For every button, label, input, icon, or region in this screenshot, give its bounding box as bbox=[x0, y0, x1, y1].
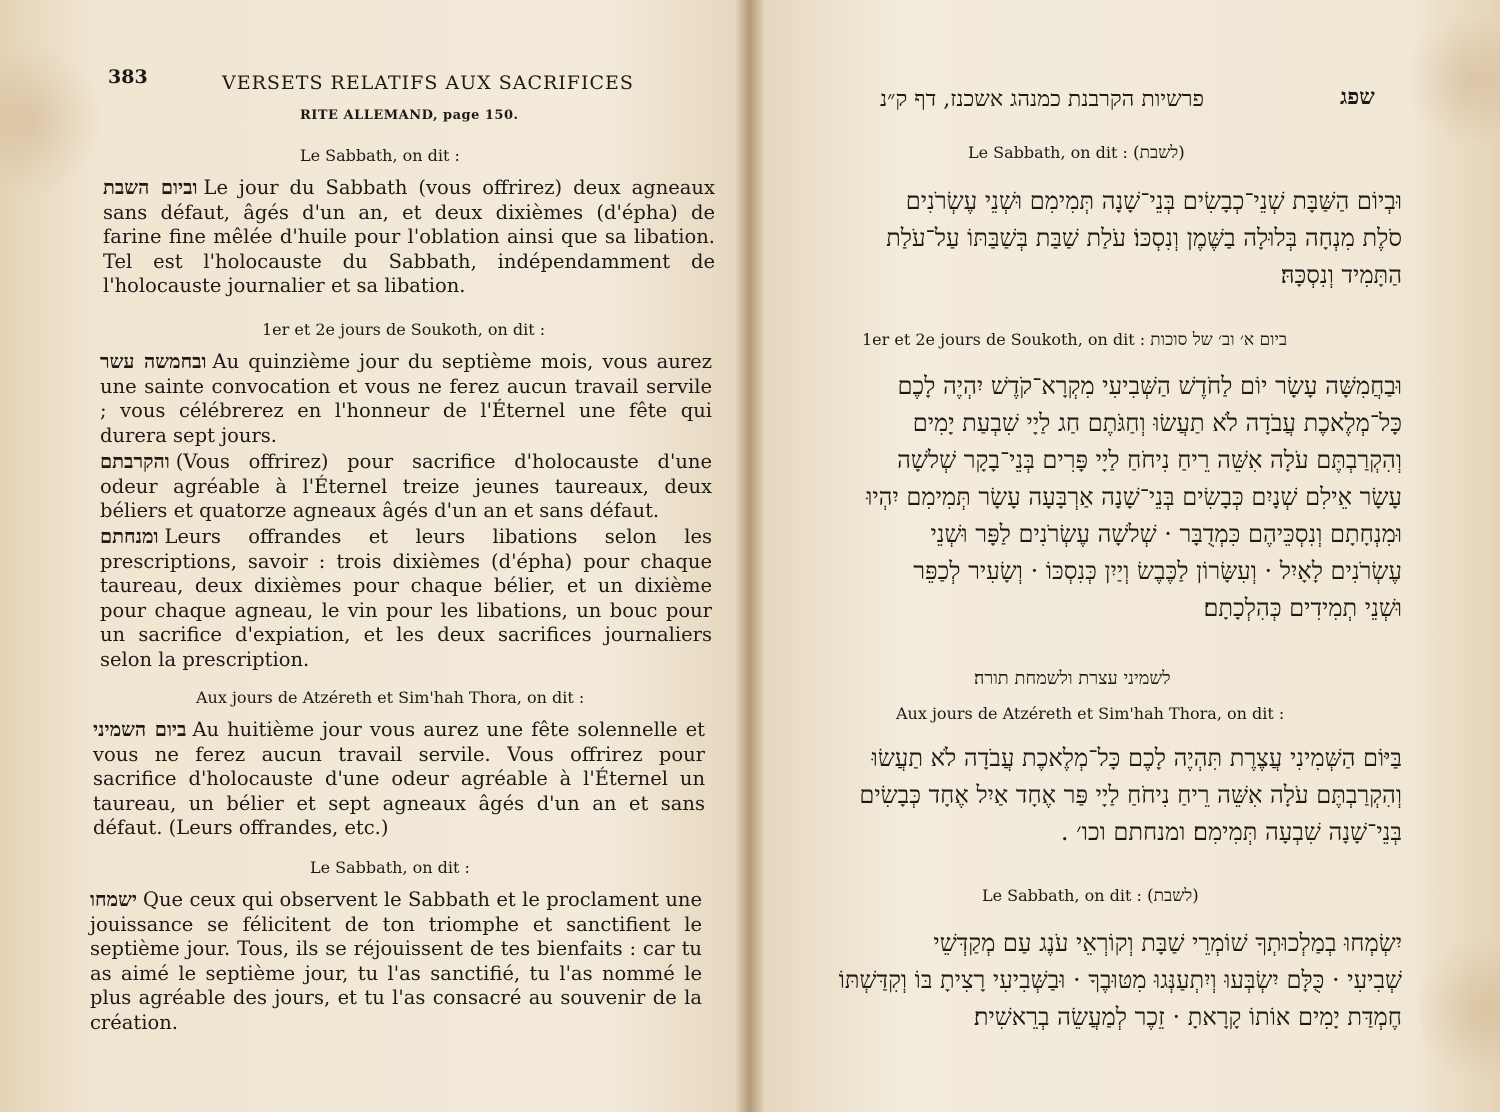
section-heading-hebrew: לשמיני עצרת ולשמחת תורה׃ bbox=[974, 668, 1171, 689]
section-heading bbox=[968, 143, 1185, 163]
section-heading: Le Sabbath, on dit : bbox=[310, 858, 470, 877]
paragraph-text: (Vous offrirez) pour sacrifice d'holocauste d'une odeur agréable à l'Éternel treize jeunes taureaux, deux béliers et quatorze agneaux âgés d'un an et sans défaut. bbox=[100, 450, 712, 522]
hebrew-incipit: ישמחו bbox=[90, 888, 138, 911]
subtitle: RITE ALLEMAND, page 150. bbox=[300, 108, 519, 123]
section-heading: 1er et 2e jours de Soukoth, on dit : bbox=[262, 320, 546, 339]
paragraph-text: Au huitième jour vous aurez une fête solennelle et vous ne ferez aucun travail servile. Vous offrirez pour sacrifice d'holocauste d'une odeur agréable à l'Éternel un taureau, un bélier et sept agneaux âgés d'un an et sans défaut. (Leurs offrandes, etc.) bbox=[93, 718, 706, 839]
hebrew-line: בְּנֵי־שָׁנָה שִׁבְעָה תְּמִימִם׃ ומנחתם וכו׳ . bbox=[1060, 818, 1402, 846]
hebrew-verse-block bbox=[782, 925, 1402, 1036]
hebrew-line: עָשָׂר אֵילִם שְׁנָיִם כְּבָשִׂים בְּנֵי־שָׁנָה אַרְבָּעָה עָשָׂר תְּמִימִם יִהְיוּ bbox=[866, 483, 1402, 511]
hebrew-line: וּבְיוֹם הַשַּׁבָּת שְׁנֵי־כְבָשִׂים בְּנֵי־שָׁנָה תְּמִימִם וּשְׁנֵי עֶשְׂרֹנִים bbox=[905, 187, 1402, 215]
paragraph-text: Le jour du Sabbath (vous offrirez) deux agneaux sans défaut, âgés d'un an, et deux dixièmes (d'épha) de farine fine mêlée d'huile pour l'oblation ainsi que sa libation. Tel est l'holocauste du Sabbath, indépendamment de l'holocauste journalier et sa libation. bbox=[103, 176, 715, 297]
running-title: פרשיות הקרבנת כמנהג אשכנז, דף ק״נ bbox=[880, 87, 1205, 112]
hebrew-line: חֶמְדַּת יָמִים אוֹתוֹ קָרָאתָ · זֵכֶר לְמַעֲשֵׂה בְרֵאשִׁית׃ bbox=[973, 1003, 1402, 1031]
hebrew-incipit: והקרבתם bbox=[100, 450, 170, 473]
hebrew-line: וּשְׁנֵי תְמִידִים כְּהִלְכָתָם׃ bbox=[1203, 594, 1402, 622]
hebrew-incipit: ובחמשה עשר bbox=[100, 350, 207, 373]
hebrew-line: כָּל־מְלֶאכֶת עֲבֹדָה לֹא תַעֲשׂוּ וְחַגֹּתֶם חַג לַיָי שִׁבְעַת יָמִים bbox=[912, 409, 1402, 437]
paragraph bbox=[93, 718, 705, 841]
hebrew-line: שְׁבִיעִי · כֻּלָּם יִשְׂבְּעוּ וְיִתְעַנְּגוּ מִטּוּבֶךָ · וּבַשְּׁבִיעִי רָצִיתָ בּוֹ וְקִדַּשְׁתּוֹ bbox=[838, 966, 1402, 994]
paragraph-text: Que ceux qui observent le Sabbath et le proclament une jouissance se félicitent de ton triomphe et sanctifient le septième jour. Tous, ils se réjouissent de tes bienfaits : car tu as aimé le septième jour, tu l'as sanctifié, tu l'as nommé le plus agréable des jours, et tu l'as consacré au souvenir de la création. bbox=[90, 888, 702, 1034]
hebrew-verse-block bbox=[782, 368, 1402, 627]
paragraph bbox=[103, 176, 715, 299]
heading-french: Le Sabbath, on dit : bbox=[982, 886, 1142, 905]
heading-french: Le Sabbath, on dit : bbox=[968, 143, 1128, 162]
section-heading: Aux jours de Atzéreth et Sim'hah Thora, on dit : bbox=[196, 688, 585, 707]
paragraph bbox=[100, 525, 712, 672]
hebrew-verse-block bbox=[782, 183, 1402, 294]
hebrew-line: וְהִקְרַבְתֶּם עֹלָה אִשֵּׁה רֵיחַ נִיחֹחַ לַיָי פַּר אֶחָד אַיִל אֶחָד כְּבָשִׂים bbox=[859, 781, 1402, 809]
hebrew-line: הַתָּמִיד וְנִסְכָּהּ׃ bbox=[1280, 261, 1402, 289]
page-number: 383 bbox=[108, 66, 148, 88]
section-heading: Le Sabbath, on dit : bbox=[300, 146, 460, 165]
running-title: VERSETS RELATIFS AUX SACRIFICES bbox=[222, 72, 634, 94]
paragraph-text: Leurs offrandes et leurs libations selon les prescriptions, savoir : trois dixièmes (d'épha) pour chaque taureau, deux dixièmes pour chaque bélier, et un dixième pour chaque agneau, le vin pour les libations, un bouc pour un sacrifice d'expiation, et les deux sacrifices journaliers selon la prescription. bbox=[100, 525, 712, 671]
hebrew-line: בַּיּוֹם הַשְּׁמִינִי עֲצֶרֶת תִּהְיֶה לָכֶם כָּל־מְלֶאכֶת עֲבֹדָה לֹא תַעֲשׂוּ bbox=[871, 744, 1402, 772]
heading-hebrew: (לשבת) bbox=[1133, 143, 1185, 163]
hebrew-line: וּמִנְחָתָם וְנִסְכֵּיהֶם כִּמְדֻבָּר · שְׁלשָׁה עֶשְׂרֹנִים לַפָּר וּשְׁנֵי bbox=[930, 520, 1402, 548]
paragraph bbox=[100, 450, 712, 524]
heading-french: 1er et 2e jours de Soukoth, on dit : bbox=[862, 330, 1146, 349]
right-page bbox=[752, 0, 1500, 1112]
hebrew-verse-block bbox=[782, 740, 1402, 851]
hebrew-incipit: ביום השמיני bbox=[93, 718, 187, 741]
section-heading bbox=[982, 886, 1199, 906]
section-heading bbox=[862, 330, 1287, 350]
heading-hebrew: ביום א׳ וב׳ של סוכות bbox=[1150, 330, 1288, 350]
hebrew-line: סֹלֶת מִנְחָה בְּלוּלָה בַשֶּׁמֶן וְנִסְכּוֹ׃ עֹלַת שַׁבַּת בְּשַׁבַּתּוֹ עַל־עֹלַת bbox=[886, 224, 1402, 252]
left-page bbox=[0, 0, 748, 1112]
hebrew-line: וְהִקְרַבְתֶּם עֹלָה אִשֵּׁה רֵיחַ נִיחֹחַ לַיָי פָּרִים בְּנֵי־בָקָר שְׁלשָׁה bbox=[897, 446, 1402, 474]
hebrew-line: עֶשְׂרֹנִים לָאָיִל · וְעִשָּׂרוֹן לַכֶּבֶשׂ וְיַיִן כְּנִסְכּוֹ · וְשָׂעִיר לְכַפֵּר bbox=[913, 557, 1402, 585]
heading-hebrew: (לשבת) bbox=[1147, 886, 1199, 906]
hebrew-line: יִשְׂמְחוּ בְמַלְכוּתְךָ שׁוֹמְרֵי שַׁבָּת וְקוֹרְאֵי עֹנֶג עַם מְקַדְּשֵׁי bbox=[933, 929, 1402, 957]
section-heading: Aux jours de Atzéreth et Sim'hah Thora, on dit : bbox=[896, 704, 1285, 723]
paragraph bbox=[90, 888, 702, 1035]
paragraph-text: Au quinzième jour du septième mois, vous aurez une sainte convocation et vous ne ferez aucun travail servile ; vous célébrerez en l'honneur de l'Éternel une fête qui durera sept jours. bbox=[100, 350, 712, 447]
page-number: שפג bbox=[1340, 84, 1375, 110]
paragraph bbox=[100, 350, 712, 448]
hebrew-line: וּבַחֲמִשָּׁה עָשָׂר יוֹם לַחֹדֶשׁ הַשְּׁבִיעִי מִקְרָא־קֹדֶשׁ יִהְיֶה לָכֶם bbox=[897, 372, 1402, 400]
hebrew-incipit: ומנחתם bbox=[100, 525, 159, 548]
hebrew-incipit: וביום השבת bbox=[103, 176, 198, 199]
